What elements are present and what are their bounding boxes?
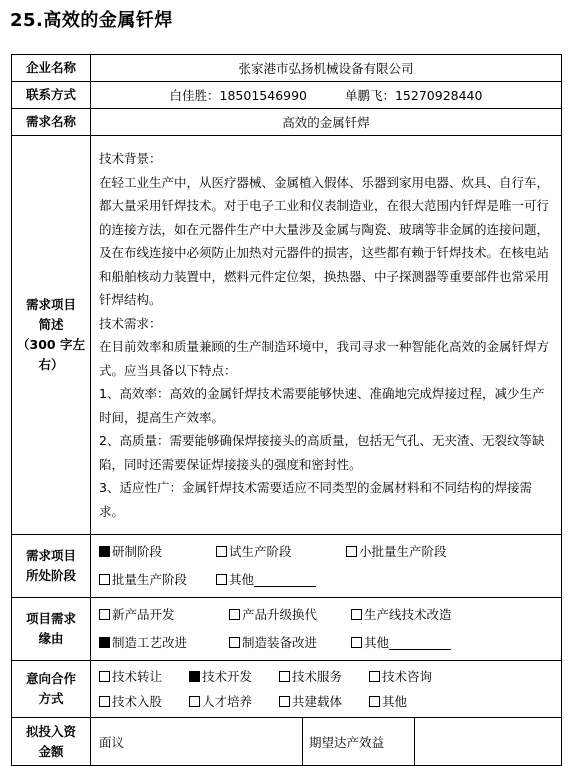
investment-label: 拟投入资 金额 — [12, 718, 91, 766]
checkbox-icon[interactable] — [279, 696, 290, 707]
desc-paragraph: 技术需求： — [99, 315, 162, 331]
cooperation-options — [91, 661, 562, 718]
coop-option-development[interactable]: 技术开发 — [189, 664, 267, 689]
stage-options — [91, 535, 562, 598]
contact-value — [91, 82, 562, 109]
reason-option-new-product[interactable]: 新产品开发 — [99, 601, 217, 629]
company-label: 企业名称 — [12, 55, 91, 82]
other-blank-line[interactable] — [254, 574, 316, 587]
reason-options — [91, 598, 562, 661]
benefit-label: 期望达产效益 — [303, 718, 415, 766]
benefit-value — [415, 718, 562, 766]
coop-option-service[interactable]: 技术服务 — [279, 664, 357, 689]
checkbox-icon[interactable] — [346, 546, 357, 557]
reason-option-process[interactable]: 制造工艺改进 — [99, 629, 217, 657]
checkbox-icon[interactable] — [279, 671, 290, 682]
reason-option-upgrade[interactable]: 产品升级换代 — [229, 601, 339, 629]
description-content — [91, 136, 562, 535]
checkbox-icon[interactable] — [99, 609, 110, 620]
reason-label: 项目需求 缘由 — [12, 598, 91, 661]
desc-paragraph: 在目前效率和质量兼顾的生产制造环境中，我司寻求一种智能化高效的金属钎焊方式。应当具备以下特点： — [99, 339, 550, 378]
description-label: 需求项目 简述 （300 字左 右） — [12, 136, 91, 535]
stage-option-mass[interactable]: 批量生产阶段 — [99, 566, 204, 594]
cooperation-label: 意向合作 方式 — [12, 661, 91, 718]
checkbox-icon[interactable] — [216, 546, 227, 557]
reason-option-equipment[interactable]: 制造装备改进 — [229, 629, 339, 657]
contact-row — [12, 82, 562, 109]
desc-paragraph: 技术背景： — [99, 151, 162, 166]
coop-option-carrier[interactable]: 共建载体 — [279, 689, 357, 714]
desc-paragraph: 2、高质量：需要能够确保焊接接头的高质量，包括无气孔、无夹渣、无裂纹等缺陷，同时还需要保证焊接接头的强度和密封性。 — [99, 433, 545, 472]
stage-option-trial[interactable]: 试生产阶段 — [216, 538, 334, 566]
checkbox-icon[interactable] — [99, 696, 110, 707]
checkbox-icon[interactable] — [216, 574, 227, 585]
demand-name-value: 高效的金属钎焊 — [91, 109, 562, 136]
checkbox-icon[interactable] — [99, 574, 110, 585]
cooperation-row — [12, 661, 562, 718]
other-blank-line[interactable] — [389, 637, 451, 650]
contact-person-2: 单鹏飞：15270928440 — [344, 88, 483, 103]
reason-option-line-upgrade[interactable]: 生产线技术改造 — [351, 601, 452, 629]
coop-option-transfer[interactable]: 技术转让 — [99, 664, 177, 689]
desc-paragraph: 在轻工业生产中，从医疗器械、金属植入假体、乐器到家用电器、炊具、自行车，都大量采用钎焊技术。对于电子工业和仪表制造业，在很大范围内钎焊是唯一可行的连接方法，如在元器件生产中大量涉及金属与陶瓷、玻璃等非金属的连接问题，及在布线连接中必须防止加热对元器件的损害，这些都有赖于钎焊技术。在核电站和船舶核动力装置中，燃料元件定位架，换热器、中子探测器等重要部件也常采用钎焊结构。 — [99, 174, 550, 307]
checkbox-icon[interactable] — [189, 671, 200, 682]
company-value: 张家港市弘扬机械设备有限公司 — [91, 55, 562, 82]
reason-row — [12, 598, 562, 661]
stage-option-other[interactable]: 其他 — [216, 566, 316, 594]
checkbox-icon[interactable] — [229, 609, 240, 620]
coop-option-consulting[interactable]: 技术咨询 — [369, 664, 432, 689]
checkbox-icon[interactable] — [99, 637, 110, 648]
coop-option-equity[interactable]: 技术入股 — [99, 689, 177, 714]
stage-option-small-batch[interactable]: 小批量生产阶段 — [346, 538, 447, 566]
description-row — [12, 136, 562, 535]
checkbox-icon[interactable] — [369, 671, 380, 682]
company-row — [12, 55, 562, 82]
contact-label: 联系方式 — [12, 82, 91, 109]
checkbox-icon[interactable] — [351, 609, 362, 620]
checkbox-icon[interactable] — [189, 696, 200, 707]
coop-option-other[interactable]: 其他 — [369, 689, 407, 714]
checkbox-icon[interactable] — [351, 637, 362, 648]
contact-person-1: 白佳胜：18501546990 — [169, 88, 308, 103]
investment-row — [12, 718, 562, 766]
stage-label: 需求项目 所处阶段 — [12, 535, 91, 598]
desc-paragraph: 1、高效率：高效的金属钎焊技术需要能够快速、准确地完成焊接过程，减少生产时间，提高生产效率。 — [99, 386, 545, 425]
demand-name-label: 需求名称 — [12, 109, 91, 136]
stage-option-research[interactable]: 研制阶段 — [99, 538, 204, 566]
coop-option-talent[interactable]: 人才培养 — [189, 689, 267, 714]
checkbox-icon[interactable] — [99, 546, 110, 557]
checkbox-icon[interactable] — [99, 671, 110, 682]
reason-option-other[interactable]: 其他 — [351, 629, 451, 657]
investment-amount: 面议 — [91, 718, 303, 766]
checkbox-icon[interactable] — [229, 637, 240, 648]
demand-name-row — [12, 109, 562, 136]
stage-row — [12, 535, 562, 598]
demand-form-table — [11, 54, 562, 766]
page-title: 25.高效的金属钎焊 — [10, 10, 173, 31]
checkbox-icon[interactable] — [369, 696, 380, 707]
desc-paragraph: 3、适应性广：金属钎焊技术需要适应不同类型的金属材料和不同结构的焊接需求。 — [99, 480, 532, 519]
